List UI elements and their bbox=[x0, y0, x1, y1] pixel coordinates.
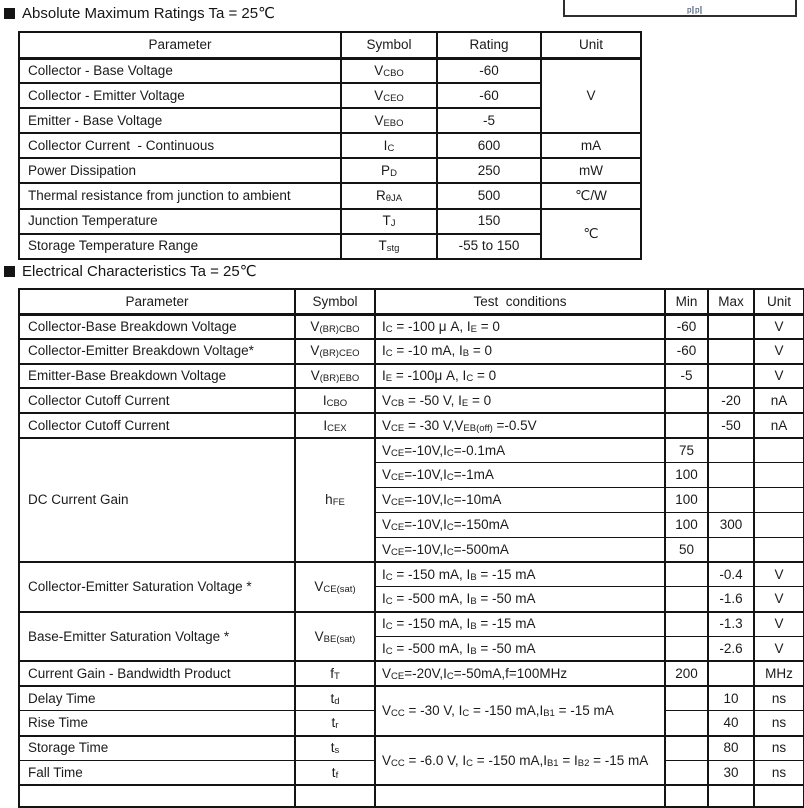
table-cell: Thermal resistance from junction to ambient bbox=[19, 183, 341, 208]
table-row bbox=[19, 339, 804, 364]
table-cell: Collector - Base Voltage bbox=[19, 58, 341, 83]
table-cell: Storage Time bbox=[19, 736, 295, 761]
table-cell: Tstg bbox=[341, 234, 437, 259]
table-cell: PD bbox=[341, 158, 437, 183]
table-cell: ns bbox=[754, 686, 804, 711]
table-cell: 100 bbox=[665, 463, 708, 488]
column-header: Parameter bbox=[19, 32, 341, 58]
table-cell: -1.6 bbox=[708, 587, 754, 612]
table-cell: IC bbox=[341, 133, 437, 158]
table-cell bbox=[665, 686, 708, 711]
electrical-characteristics-table bbox=[18, 288, 804, 808]
table-cell: ℃ bbox=[541, 209, 641, 259]
table-cell bbox=[375, 785, 665, 807]
column-header: Test conditions bbox=[375, 289, 665, 314]
table-cell: VCE=-10V,IC=-500mA bbox=[375, 537, 665, 562]
table-row bbox=[19, 314, 804, 339]
table-cell bbox=[665, 785, 708, 807]
square-bullet-icon bbox=[4, 8, 15, 19]
table-cell bbox=[665, 612, 708, 637]
table-row bbox=[19, 785, 804, 807]
table-cell: fT bbox=[295, 661, 375, 686]
table-cell: Base-Emitter Saturation Voltage * bbox=[19, 612, 295, 662]
table-cell: VCE = -30 V,VEB(off) =-0.5V bbox=[375, 413, 665, 438]
table-cell: ts bbox=[295, 736, 375, 761]
section-heading-absolute-maximum-ratings bbox=[4, 4, 275, 22]
table-cell: -55 to 150 bbox=[437, 234, 541, 259]
table-cell: 500 bbox=[437, 183, 541, 208]
table-cell: -50 bbox=[708, 413, 754, 438]
table-cell bbox=[708, 661, 754, 686]
table-cell: -5 bbox=[437, 108, 541, 133]
table-row bbox=[19, 661, 804, 686]
table-cell: 100 bbox=[665, 512, 708, 537]
table-cell: Collector-Base Breakdown Voltage bbox=[19, 314, 295, 339]
table-cell: V bbox=[754, 339, 804, 364]
table-cell: -60 bbox=[437, 58, 541, 83]
column-header: Unit bbox=[541, 32, 641, 58]
table-cell: ICBO bbox=[295, 388, 375, 413]
table-cell: Junction Temperature bbox=[19, 209, 341, 234]
table-cell: Emitter-Base Breakdown Voltage bbox=[19, 364, 295, 389]
table-cell: IC = -500 mA, IB = -50 mA bbox=[375, 636, 665, 661]
table-cell: 50 bbox=[665, 537, 708, 562]
table-cell: 150 bbox=[437, 209, 541, 234]
table-cell: VCE=-10V,IC=-0.1mA bbox=[375, 438, 665, 463]
table-cell: ns bbox=[754, 711, 804, 736]
table-cell: Storage Temperature Range bbox=[19, 234, 341, 259]
table-cell: VEBO bbox=[341, 108, 437, 133]
table-cell: Collector - Emitter Voltage bbox=[19, 83, 341, 108]
table-cell: IC = -150 mA, IB = -15 mA bbox=[375, 562, 665, 587]
table-cell: VCE=-10V,IC=-1mA bbox=[375, 463, 665, 488]
table-cell: IC = -500 mA, IB = -50 mA bbox=[375, 587, 665, 612]
table-cell: V bbox=[754, 314, 804, 339]
table-cell: V(BR)CEO bbox=[295, 339, 375, 364]
table-cell: tf bbox=[295, 760, 375, 785]
table-cell bbox=[665, 736, 708, 761]
table-cell: ns bbox=[754, 736, 804, 761]
table-cell: 600 bbox=[437, 133, 541, 158]
rotated-label-glyph: d bbox=[695, 6, 700, 15]
table-row bbox=[19, 388, 804, 413]
column-header: Symbol bbox=[341, 32, 437, 58]
table-cell: nA bbox=[754, 413, 804, 438]
table-cell: mA bbox=[541, 133, 641, 158]
table-cell bbox=[708, 364, 754, 389]
table-cell: VCC = -6.0 V, IC = -150 mA,IB1 = IB2 = -15 mA bbox=[375, 736, 665, 786]
table-cell: td bbox=[295, 686, 375, 711]
table-cell: MHz bbox=[754, 661, 804, 686]
column-header: Max bbox=[708, 289, 754, 314]
table-cell: Rise Time bbox=[19, 711, 295, 736]
table-cell bbox=[665, 388, 708, 413]
table-cell: -2.6 bbox=[708, 636, 754, 661]
table-cell: ℃/W bbox=[541, 183, 641, 208]
table-cell bbox=[754, 463, 804, 488]
table-cell: -60 bbox=[665, 314, 708, 339]
table-cell: IC = -10 mA, IB = 0 bbox=[375, 339, 665, 364]
table-cell bbox=[754, 785, 804, 807]
table-cell: -0.4 bbox=[708, 562, 754, 587]
table-cell: V(BR)CBO bbox=[295, 314, 375, 339]
table-row bbox=[19, 183, 641, 208]
table-row bbox=[19, 133, 641, 158]
table-cell: 40 bbox=[708, 711, 754, 736]
table-cell: 300 bbox=[708, 512, 754, 537]
table-cell bbox=[754, 512, 804, 537]
column-header: Symbol bbox=[295, 289, 375, 314]
table-row bbox=[19, 364, 804, 389]
table-cell: mW bbox=[541, 158, 641, 183]
section-heading-text: Absolute Maximum Ratings Ta = 25℃ bbox=[22, 5, 275, 22]
table-row bbox=[19, 562, 804, 587]
table-cell: VCE(sat) bbox=[295, 562, 375, 612]
square-bullet-icon bbox=[4, 266, 15, 277]
table-cell: 100 bbox=[665, 488, 708, 513]
table-row bbox=[19, 158, 641, 183]
table-cell bbox=[665, 413, 708, 438]
table-cell bbox=[665, 760, 708, 785]
table-cell: -1.3 bbox=[708, 612, 754, 637]
table-cell: nA bbox=[754, 388, 804, 413]
table-cell bbox=[295, 785, 375, 807]
table-cell: tr bbox=[295, 711, 375, 736]
table-cell bbox=[708, 488, 754, 513]
table-cell bbox=[665, 562, 708, 587]
table-cell: 250 bbox=[437, 158, 541, 183]
table-cell: VCC = -30 V, IC = -150 mA,IB1 = -15 mA bbox=[375, 686, 665, 736]
table-cell: -60 bbox=[665, 339, 708, 364]
table-cell: 75 bbox=[665, 438, 708, 463]
table-cell: VCB = -50 V, IE = 0 bbox=[375, 388, 665, 413]
table-cell: -20 bbox=[708, 388, 754, 413]
table-cell: V bbox=[754, 562, 804, 587]
table-row bbox=[19, 58, 641, 83]
table-cell bbox=[708, 785, 754, 807]
table-cell: Delay Time bbox=[19, 686, 295, 711]
figure-pin-labels bbox=[686, 6, 703, 14]
table-cell: ICEX bbox=[295, 413, 375, 438]
table-cell: -5 bbox=[665, 364, 708, 389]
table-cell: 80 bbox=[708, 736, 754, 761]
table-cell: Collector Current - Continuous bbox=[19, 133, 341, 158]
table-cell bbox=[754, 488, 804, 513]
column-header: Unit bbox=[754, 289, 804, 314]
table-cell: VCEO bbox=[341, 83, 437, 108]
table-cell bbox=[665, 711, 708, 736]
table-cell: Power Dissipation bbox=[19, 158, 341, 183]
table-cell bbox=[708, 438, 754, 463]
table-cell: Fall Time bbox=[19, 760, 295, 785]
table-cell: VCBO bbox=[341, 58, 437, 83]
table-cell bbox=[19, 785, 295, 807]
table-row bbox=[19, 736, 804, 761]
table-cell: 30 bbox=[708, 760, 754, 785]
table-cell: VCE=-20V,IC=-50mA,f=100MHz bbox=[375, 661, 665, 686]
section-heading-electrical-characteristics bbox=[4, 262, 257, 280]
table-cell: V bbox=[754, 636, 804, 661]
table-row bbox=[19, 438, 804, 463]
table-cell bbox=[708, 314, 754, 339]
table-cell: hFE bbox=[295, 438, 375, 562]
table-cell bbox=[665, 587, 708, 612]
table-cell: Collector Cutoff Current bbox=[19, 388, 295, 413]
cutoff-figure-box bbox=[563, 0, 797, 17]
table-cell: Collector-Emitter Breakdown Voltage* bbox=[19, 339, 295, 364]
table-cell: VCE=-10V,IC=-10mA bbox=[375, 488, 665, 513]
rotated-label-glyph: d bbox=[686, 6, 691, 15]
table-cell: Emitter - Base Voltage bbox=[19, 108, 341, 133]
table-cell: RθJA bbox=[341, 183, 437, 208]
table-cell: IC = -150 mA, IB = -15 mA bbox=[375, 612, 665, 637]
table-cell: V bbox=[541, 58, 641, 133]
table-cell: 10 bbox=[708, 686, 754, 711]
table-cell: VCE=-10V,IC=-150mA bbox=[375, 512, 665, 537]
table-cell: VBE(sat) bbox=[295, 612, 375, 662]
table-cell: TJ bbox=[341, 209, 437, 234]
table-cell bbox=[708, 339, 754, 364]
table-cell bbox=[708, 463, 754, 488]
table-cell: Current Gain - Bandwidth Product bbox=[19, 661, 295, 686]
table-cell bbox=[754, 438, 804, 463]
section-heading-text: Electrical Characteristics Ta = 25℃ bbox=[22, 263, 257, 280]
table-cell: Collector-Emitter Saturation Voltage * bbox=[19, 562, 295, 612]
table-row bbox=[19, 686, 804, 711]
column-header: Min bbox=[665, 289, 708, 314]
table-cell bbox=[708, 537, 754, 562]
table-cell: IE = -100μ A, IC = 0 bbox=[375, 364, 665, 389]
table-cell: V bbox=[754, 587, 804, 612]
table-cell: 200 bbox=[665, 661, 708, 686]
table-cell: DC Current Gain bbox=[19, 438, 295, 562]
column-header: Rating bbox=[437, 32, 541, 58]
table-cell bbox=[754, 537, 804, 562]
table-row bbox=[19, 209, 641, 234]
table-cell: V bbox=[754, 364, 804, 389]
table-row bbox=[19, 612, 804, 637]
table-cell: Collector Cutoff Current bbox=[19, 413, 295, 438]
table-cell bbox=[665, 636, 708, 661]
column-header: Parameter bbox=[19, 289, 295, 314]
table-cell: V(BR)EBO bbox=[295, 364, 375, 389]
absolute-maximum-ratings-table bbox=[18, 31, 642, 260]
table-cell: -60 bbox=[437, 83, 541, 108]
table-cell: ns bbox=[754, 760, 804, 785]
table-cell: IC = -100 μ A, IE = 0 bbox=[375, 314, 665, 339]
table-cell: V bbox=[754, 612, 804, 637]
table-row bbox=[19, 413, 804, 438]
